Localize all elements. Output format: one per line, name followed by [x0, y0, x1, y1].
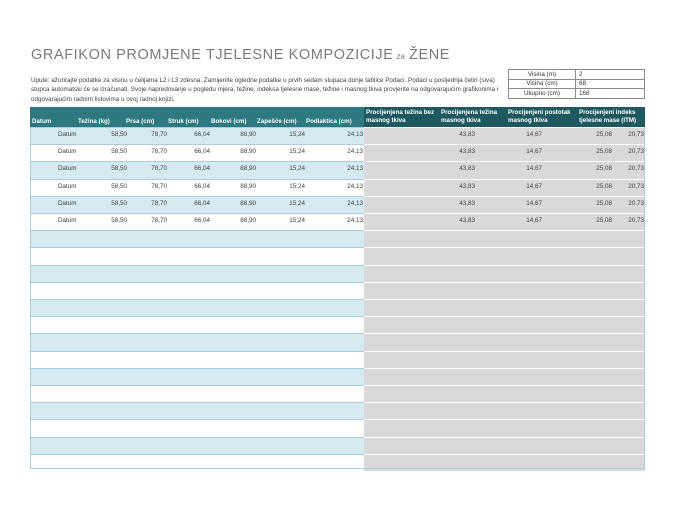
cell-chest[interactable]: 78,70	[151, 182, 167, 190]
cell-fat: 14,67	[526, 199, 542, 207]
cell-fat_pct: 25,08	[596, 217, 612, 224]
table-row	[30, 247, 645, 264]
table-row	[30, 144, 645, 161]
calculated-cells	[364, 351, 645, 368]
table-row	[30, 230, 645, 247]
height-row-cm	[509, 79, 645, 89]
cell-waist[interactable]: 66,04	[194, 131, 210, 138]
cell-weight[interactable]: 58,50	[111, 182, 127, 190]
height-m-label: Visina (m)	[509, 70, 576, 80]
cell-chest[interactable]: 78,70	[151, 165, 167, 173]
column-header-5: Bokovi (cm)	[211, 118, 247, 125]
cell-bmi: 20,73	[628, 182, 644, 190]
height-cm-label: Visina (cm)	[509, 79, 576, 89]
height-m-value[interactable]: 2	[576, 70, 645, 80]
table-row	[30, 299, 645, 316]
calculated-cells	[364, 230, 645, 247]
calculated-cells	[364, 385, 645, 402]
table-row	[30, 161, 645, 178]
cell-lean: 43,83	[459, 165, 475, 173]
cell-date[interactable]: Datum	[58, 199, 77, 207]
input-cells[interactable]	[30, 230, 364, 247]
input-cells[interactable]	[30, 368, 364, 385]
cell-fat_pct: 25,08	[596, 148, 612, 156]
cell-forearm[interactable]: 24,13	[347, 199, 363, 207]
table-row	[30, 196, 645, 213]
column-header-2: Težina (kg)	[78, 118, 110, 125]
cell-weight[interactable]: 58,50	[111, 165, 127, 173]
column-header-10: Procijenjeni postotak masnog tkiva	[508, 109, 571, 124]
cell-hips[interactable]: 88,90	[240, 217, 256, 224]
input-cells[interactable]	[30, 351, 364, 368]
cell-fat: 14,67	[526, 182, 542, 190]
input-cells[interactable]	[30, 333, 364, 350]
input-cells[interactable]	[30, 437, 364, 454]
column-header-11: Procijenjeni indeks tjelesne mase (ITM)	[579, 109, 637, 124]
table-row	[30, 179, 645, 196]
table-row	[30, 419, 645, 436]
cell-hips[interactable]: 88,90	[240, 199, 256, 207]
cell-chest[interactable]: 78,70	[151, 148, 167, 156]
calculated-cells	[364, 299, 645, 316]
height-cm-value[interactable]: 68	[576, 79, 645, 89]
input-cells[interactable]	[30, 454, 364, 471]
title-connector: za	[396, 52, 405, 61]
cell-fat: 14,67	[526, 165, 542, 173]
cell-hips[interactable]: 88,90	[240, 148, 256, 156]
column-header-3: Prsa (cm)	[126, 118, 155, 125]
table-row	[30, 333, 645, 350]
cell-wrist[interactable]: 15,24	[289, 199, 305, 207]
height-row-total	[509, 89, 645, 99]
table-row	[30, 402, 645, 419]
calculated-cells	[364, 282, 645, 299]
cell-bmi: 20,73	[628, 131, 644, 138]
cell-bmi: 20,73	[628, 199, 644, 207]
calculated-cells	[364, 454, 645, 471]
column-header-7: Podlaktica (cm)	[306, 118, 352, 125]
cell-chest[interactable]: 78,70	[151, 217, 167, 224]
height-total-label: Ukupno (cm)	[509, 89, 576, 99]
cell-waist[interactable]: 66,04	[194, 182, 210, 190]
table-row	[30, 454, 645, 471]
cell-lean: 43,83	[459, 131, 475, 138]
cell-wrist[interactable]: 15,24	[289, 148, 305, 156]
cell-lean: 43,83	[459, 148, 475, 156]
column-header-8: Procijenjena težina bez masnog tkiva	[366, 109, 435, 124]
cell-chest[interactable]: 78,70	[151, 199, 167, 207]
calculated-cells	[364, 265, 645, 282]
page-title	[31, 47, 450, 63]
instructions-text: Upute: ažurirajte podatke za visinu u ćelijama L2 i L3 zdesna. Zamijenite ogledne podatke u prvih sedam stupaca donje tablice Podaci. Podaci u posljednja četiri (siva) stupca automatski će se izračunati. Svoje napredovanje u pogledu mjera, težine, indeksa tjelesne mase, težine i masnog tkiva provjerite na odgovarajućim grafikonima i odgovarajućim radnim listovima u ovoj radnoj knjizi.	[31, 77, 499, 103]
cell-forearm[interactable]: 24,13	[347, 182, 363, 190]
data-table	[30, 107, 645, 469]
input-cells[interactable]	[30, 247, 364, 264]
cell-waist[interactable]: 66,04	[194, 148, 210, 156]
cell-forearm[interactable]: 24,13	[347, 131, 363, 138]
cell-date[interactable]: Datum	[58, 217, 77, 224]
calculated-cells	[364, 437, 645, 454]
cell-forearm[interactable]: 24,13	[347, 217, 363, 224]
cell-wrist[interactable]: 15,24	[289, 165, 305, 173]
cell-wrist[interactable]: 15,24	[289, 182, 305, 190]
cell-lean: 43,83	[459, 217, 475, 224]
title-subject: ŽENE	[408, 47, 451, 63]
input-cells[interactable]	[30, 385, 364, 402]
cell-bmi: 20,73	[628, 165, 644, 173]
cell-hips[interactable]: 88,90	[240, 131, 256, 138]
cell-waist[interactable]: 66,04	[194, 165, 210, 173]
cell-wrist[interactable]: 15,24	[289, 217, 305, 224]
cell-waist[interactable]: 66,04	[194, 199, 210, 207]
calculated-cells	[364, 316, 645, 333]
cell-date[interactable]: Datum	[58, 182, 77, 190]
input-cells[interactable]	[30, 419, 364, 436]
input-cells[interactable]	[30, 282, 364, 299]
cell-weight[interactable]: 58,50	[111, 217, 127, 224]
cell-weight[interactable]: 58,50	[111, 148, 127, 156]
table-row	[30, 368, 645, 385]
height-total-value: 168	[576, 89, 645, 99]
column-header-1: Datum	[32, 118, 52, 125]
column-header-4: Struk (cm)	[168, 118, 199, 125]
cell-hips[interactable]: 88,90	[240, 182, 256, 190]
cell-fat: 14,67	[526, 217, 542, 224]
column-header-6: Zapešće (cm)	[257, 118, 297, 125]
table-row	[30, 282, 645, 299]
cell-date[interactable]: Datum	[58, 165, 77, 173]
calculated-cells	[364, 402, 645, 419]
cell-chest[interactable]: 78,70	[151, 131, 167, 138]
column-header-9: Procijenjena težina masnog tkiva	[441, 109, 498, 124]
calculated-cells	[364, 247, 645, 264]
table-row	[30, 265, 645, 282]
cell-fat: 14,67	[526, 148, 542, 156]
cell-bmi: 20,73	[628, 217, 644, 224]
table-row	[30, 437, 645, 454]
height-row-m	[509, 70, 645, 80]
cell-forearm[interactable]: 24,13	[347, 165, 363, 173]
cell-wrist[interactable]: 15,24	[289, 131, 305, 138]
calculated-cells	[364, 333, 645, 350]
calculated-cells	[364, 419, 645, 436]
title-main: GRAFIKON PROMJENE TJELESNE KOMPOZICIJE	[31, 47, 394, 63]
calculated-cells	[364, 368, 645, 385]
cell-date[interactable]: Datum	[58, 148, 77, 156]
table-row	[30, 316, 645, 333]
cell-fat_pct: 25,08	[596, 199, 612, 207]
cell-weight[interactable]: 58,50	[111, 131, 127, 138]
input-cells[interactable]	[30, 316, 364, 333]
cell-lean: 43,83	[459, 199, 475, 207]
cell-weight[interactable]: 58,50	[111, 199, 127, 207]
cell-hips[interactable]: 88,90	[240, 165, 256, 173]
table-row	[30, 213, 645, 230]
table-row	[30, 351, 645, 368]
cell-fat_pct: 25,08	[596, 165, 612, 173]
table-row	[30, 127, 645, 144]
cell-fat_pct: 25,08	[596, 182, 612, 190]
cell-fat: 14,67	[526, 131, 542, 138]
table-row	[30, 385, 645, 402]
input-cells[interactable]	[30, 402, 364, 419]
cell-bmi: 20,73	[628, 148, 644, 156]
input-cells[interactable]	[30, 265, 364, 282]
cell-date[interactable]: Datum	[58, 131, 77, 138]
cell-lean: 43,83	[459, 182, 475, 190]
height-table	[508, 69, 645, 99]
cell-forearm[interactable]: 24,13	[347, 148, 363, 156]
cell-waist[interactable]: 66,04	[194, 217, 210, 224]
cell-fat_pct: 25,08	[596, 131, 612, 138]
input-cells[interactable]	[30, 299, 364, 316]
